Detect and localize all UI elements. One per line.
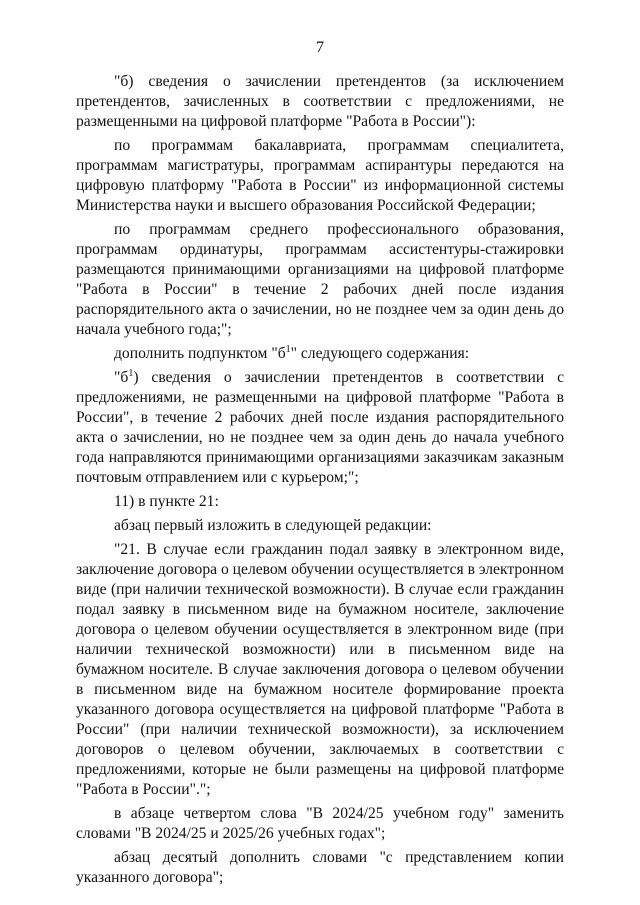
paragraph-item-21-text: "21. В случае если гражданин подал заявку в электронном виде, заключение договора о целевом обучении осуществляется в электронном виде (при наличии технической возможности). В случае если гражданин подал заявку в письменном виде на бумажном носителе, заключение договора о целевом обучении осуществляется в электронном виде (при наличии технической возможности) или в письменном виде на бумажном носителе. В случае заключения договора о целевом обучении в письменном виде на бумажном носителе формирование проекта указанного договора осуществляется на цифровой платформе "Работа в России" (при наличии технической возможности), за исключением договоров о целевом обучении, заключаемых в соответствии с предложениями, которые не были размещены на цифровой платформе "Работа в России".";	[76, 541, 564, 798]
paragraph-vocational-programs: по программам среднего профессионального образования, программам ординатуры, программам ассистентуры-стажировки размещаются принимающими организациями на цифровой платформе "Работа в России" в течение 2 рабочих дней после издания распорядительного акта о зачислении, но не позднее чем за один день до начала учебного года;";	[76, 221, 564, 338]
paragraph-tenth-abzac-addition: абзац десятый дополнить словами "с представлением копии указанного договора";	[76, 849, 564, 886]
paragraph-first-abzac-instruction: абзац первый изложить в следующей редакции:	[114, 517, 432, 534]
text-after-superscript: ) сведения о зачислении претендентов в соответствии с предложениями, не размещенными на цифровой платформе "Работа в России", в течение 2 рабочих дней после издания распорядительного акта о зачислении, но не позднее чем за один день до начала учебного года направляются принимающими организациями заказчикам заказным почтовым отправлением или с курьером;";	[76, 369, 564, 486]
page-number: 7	[316, 39, 324, 56]
paragraph-add-subitem-b1	[76, 344, 564, 364]
paragraph-item-11: 11) в пункте 21:	[114, 493, 219, 510]
text-before-superscript: "б	[114, 369, 129, 386]
text-after-superscript: " следующего содержания:	[290, 345, 470, 362]
paragraph-higher-education-programs: по программам бакалавриата, программам специалитета, программам магистратуры, программам аспирантуры передаются на цифровую платформу "Работа в России" из информационной системы Министерства науки и высшего образования Российской Федерации;	[76, 137, 564, 214]
superscript-marker: 1	[128, 367, 134, 379]
superscript-marker: 1	[285, 343, 291, 355]
paragraph-fourth-abzac-change: в абзаце четвертом слова "В 2024/25 учебном году" заменить словами "В 2024/25 и 2025/26 учебных годах";	[76, 805, 564, 842]
paragraph-subitem-b-heading: "б) сведения о зачислении претендентов (за исключением претендентов, зачисленных в соответствии с предложениями, не размещенными на цифровой платформе "Работа в России"):	[76, 73, 564, 130]
document-body	[76, 72, 564, 892]
text-before-superscript: дополнить подпунктом "б	[114, 345, 286, 362]
paragraph-subitem-b1-text	[76, 368, 564, 488]
